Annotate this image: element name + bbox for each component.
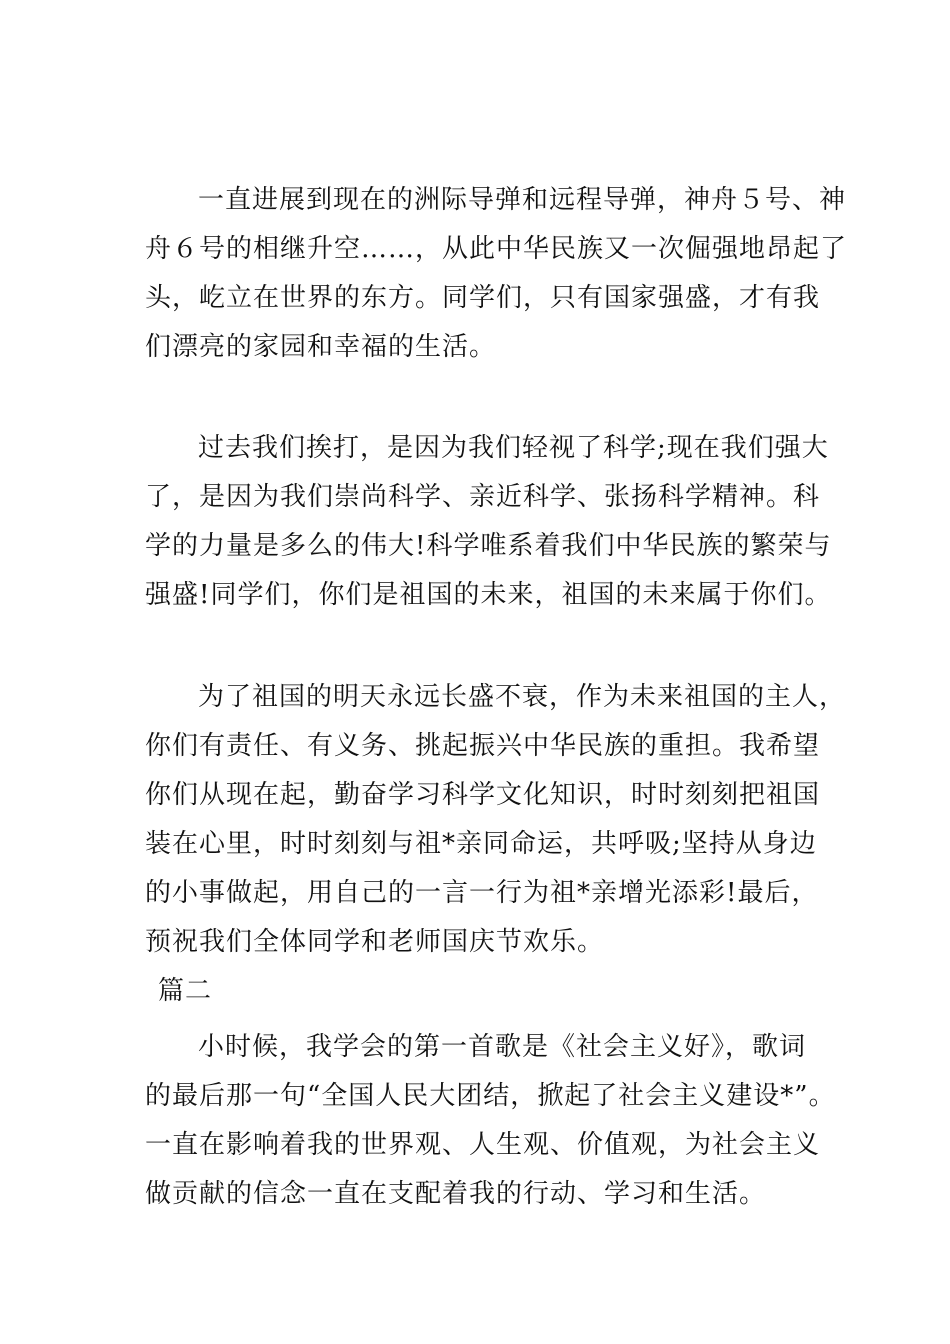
section-paragraph-line-2: 的最后那一句“全国人民大团结，掀起了社会主义建设*”。 [145, 1081, 836, 1111]
paragraph-1-line-4: 们漂亮的家园和幸福的生活。 [145, 332, 497, 362]
paragraph-2-line-3: 学的力量是多么的伟大!科学唯系着我们中华民族的繁荣与 [145, 531, 832, 561]
paragraph-3-line-1: 为了祖国的明天永远长盛不衰，作为未来祖国的主人， [198, 682, 847, 712]
paragraph-3-line-2: 你们有责任、有义务、挑起振兴中华民族的重担。我希望 [145, 731, 821, 761]
paragraph-2-line-1: 过去我们挨打，是因为我们轻视了科学;现在我们强大 [198, 433, 829, 463]
paragraph-2-line-2: 了，是因为我们崇尚科学、亲近科学、张扬科学精神。科 [145, 482, 821, 512]
paragraph-3-line-3: 你们从现在起，勤奋学习科学文化知识，时时刻刻把祖国 [145, 780, 821, 810]
paragraph-3-line-5: 的小事做起，用自己的一言一行为祖*亲增光添彩!最后， [145, 878, 819, 908]
section-paragraph-line-4: 做贡献的信念一直在支配着我的行动、学习和生活。 [145, 1179, 767, 1209]
section-paragraph-line-1: 小时候，我学会的第一首歌是《社会主义好》，歌词 [198, 1032, 807, 1062]
paragraph-1-line-3: 头，屹立在世界的东方。同学们，只有国家强盛，才有我 [145, 283, 821, 313]
paragraph-1-line-2: 舟６号的相继升空……，从此中华民族又一次倔强地昂起了 [145, 234, 848, 264]
paragraph-1-line-1: 一直进展到现在的洲际导弹和远程导弹，神舟５号、神 [198, 185, 847, 215]
paragraph-3-line-4: 装在心里，时时刻刻与祖*亲同命运，共呼吸;坚持从身边 [145, 829, 817, 859]
paragraph-2-line-4: 强盛!同学们，你们是祖国的未来，祖国的未来属于你们。 [145, 580, 832, 610]
section-heading: 篇二 [158, 976, 213, 1006]
paragraph-3-line-6: 预祝我们全体同学和老师国庆节欢乐。 [145, 927, 605, 957]
section-paragraph-line-3: 一直在影响着我的世界观、人生观、价值观，为社会主义 [145, 1130, 821, 1160]
